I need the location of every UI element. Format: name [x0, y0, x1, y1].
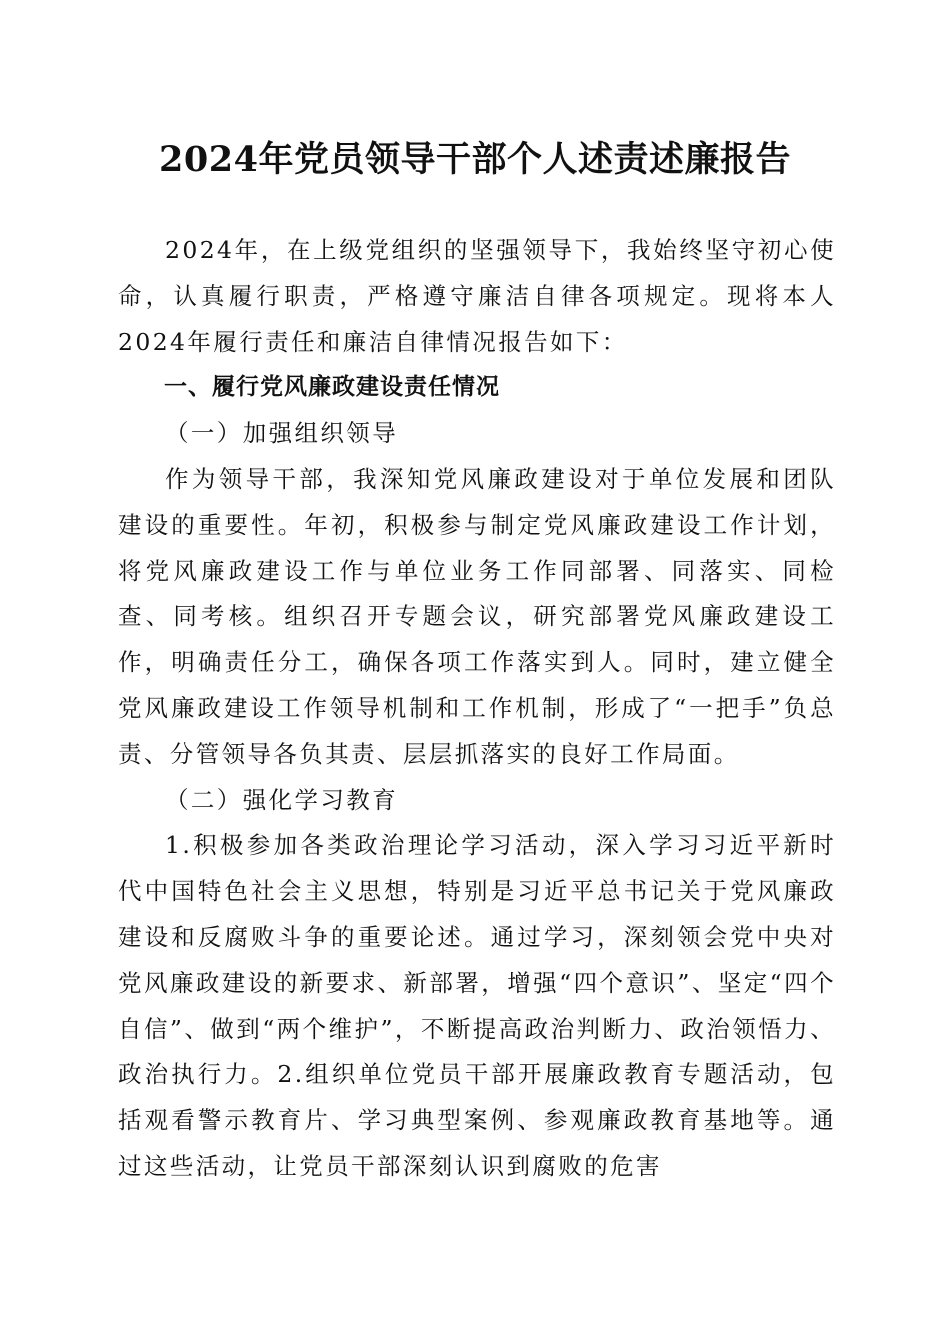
section-heading: 一、履行党风廉政建设责任情况 [164, 374, 500, 401]
document-body [118, 228, 836, 1190]
document-title: 2024年党员领导干部个人述责述廉报告 [159, 139, 791, 180]
body-paragraph: 1.积极参加各类政治理论学习活动，深入学习习近平新时代中国特色社会主义思想，特别是习近平总书记关于党风廉政建设和反腐败斗争的重要论述。通过学习，深刻领会党中央对党风廉政建设的新要求、新部署，增强“四个意识”、坚定“四个自信”、做到“两个维护”，不断提高政治判断力、政治领悟力、政治执行力。2.组织单位党员干部开展廉政教育专题活动，包括观看警示教育片、学习典型案例、参观廉政教育基地等。通过这些活动，让党员干部深刻认识到腐败的危害 [118, 831, 836, 1180]
body-paragraph: 作为领导干部，我深知党风廉政建设对于单位发展和团队建设的重要性。年初，积极参与制定党风廉政建设工作计划，将党风廉政建设工作与单位业务工作同部署、同落实、同检查、同考核。组织召开专题会议，研究部署党风廉政建设工作，明确责任分工，确保各项工作落实到人。同时，建立健全党风廉政建设工作领导机制和工作机制，形成了“一把手”负总责、分管领导各负其责、层层抓落实的良好工作局面。 [118, 464, 836, 768]
subsection-heading: （二）强化学习教育 [165, 785, 399, 814]
intro-paragraph: 2024年，在上级党组织的坚强领导下，我始终坚守初心使命，认真履行职责，严格遵守廉洁自律各项规定。现将本人2024年履行责任和廉洁自律情况报告如下： [118, 236, 836, 356]
subsection-heading: （一）加强组织领导 [165, 419, 399, 448]
